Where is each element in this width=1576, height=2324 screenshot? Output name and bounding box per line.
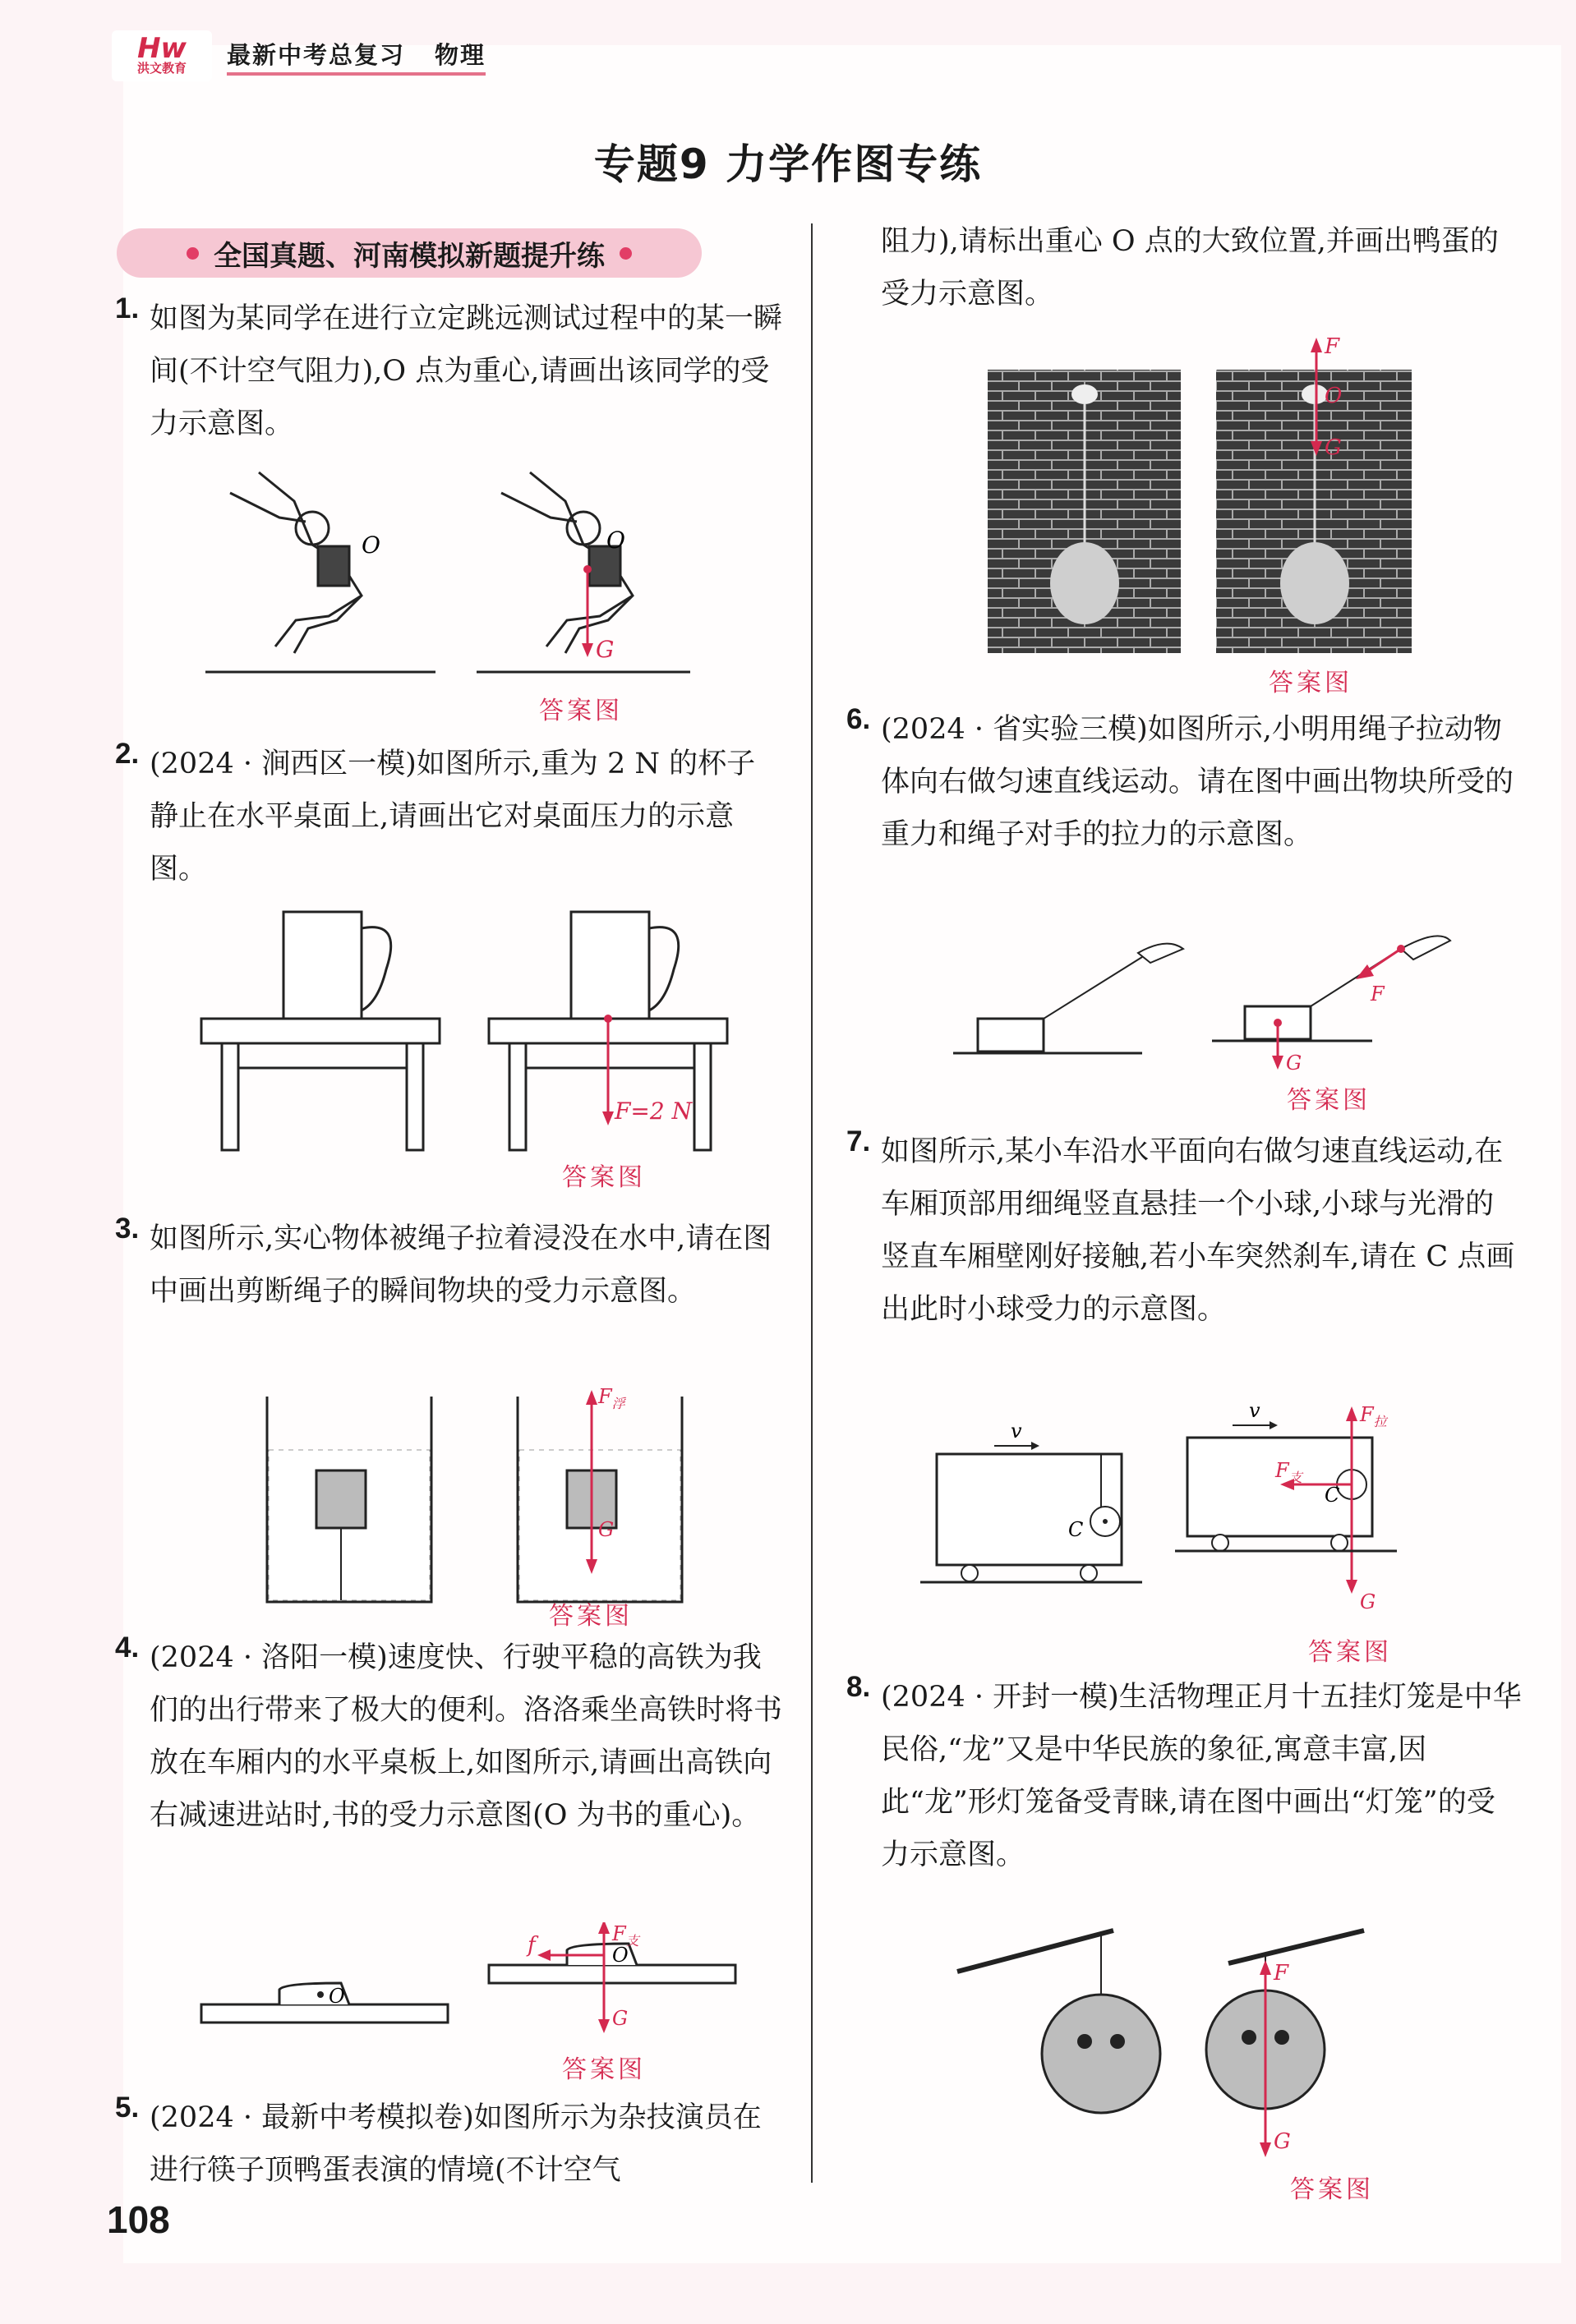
wheel — [961, 1565, 978, 1581]
answer-caption: 答案图 — [1269, 669, 1353, 697]
dragon-lantern — [1042, 1995, 1160, 2113]
label-F-tension — [1359, 1403, 1389, 1429]
question-1 — [115, 292, 783, 450]
series-name: 最新中考总复习 — [227, 40, 406, 69]
label-F-support-main: F — [1275, 1459, 1289, 1482]
label-F-support-sub: 支 — [625, 1933, 639, 1949]
pole — [957, 1931, 1113, 1972]
question-number: 2. — [115, 738, 140, 770]
question-number: 8. — [846, 1671, 871, 1703]
question-text: 如图为某同学在进行立定跳远测试过程中的某一瞬间(不计空气阻力),O 点为重心,请画出该同学的受力示意图。 — [150, 302, 783, 440]
arrowhead-icon — [598, 2019, 610, 2033]
label-F-support-main: F — [612, 1922, 626, 1945]
figure-acrobat-egg — [986, 333, 1446, 661]
banner-dot-icon — [620, 247, 632, 260]
subject-name: 物理 — [435, 40, 486, 69]
label-F-buoyancy — [597, 1385, 627, 1411]
cup-body — [283, 912, 362, 1019]
performer-face — [1050, 542, 1119, 624]
wheel — [1081, 1565, 1097, 1581]
label-G: G — [1360, 1590, 1376, 1613]
question-text: (2024 · 洛阳一模)速度快、行驶平稳的高铁为我们的出行带来了极大的便利。洛洛乘坐高铁时将书放在车厢内的水平桌板上,如图所示,请画出高铁向右减速进站时,书的受力示意图(O 为书的重心)。 — [150, 1641, 783, 1832]
arrowhead-icon — [598, 1922, 610, 1934]
arrowhead-icon — [586, 1390, 597, 1405]
lantern-eye — [1274, 2030, 1289, 2045]
table-board — [201, 2004, 448, 2023]
label-F-tension-sub: 拉 — [1373, 1414, 1387, 1429]
answer-caption: 答案图 — [1308, 1638, 1392, 1667]
table-leg — [407, 1043, 423, 1150]
performer-face — [1280, 542, 1349, 624]
question-number: 7. — [846, 1125, 871, 1157]
center-point — [317, 1991, 324, 1998]
question-number: 6. — [846, 703, 871, 735]
logo-mark: Hw — [137, 32, 187, 65]
label-O: O — [612, 1944, 629, 1967]
label-O: O — [1325, 384, 1343, 408]
question-number: 3. — [115, 1213, 140, 1245]
question-number: 4. — [115, 1631, 140, 1664]
label-G: G — [612, 2007, 629, 2030]
label-v: v — [1011, 1420, 1022, 1443]
label-C: C — [1325, 1484, 1340, 1507]
figure-water-block — [263, 1372, 723, 1610]
question-5 — [115, 2092, 782, 2197]
question-text: (2024 · 省实验三模)如图所示,小明用绳子拉动物体向右做匀速直线运动。请在图中画出物块所受的重力和绳子对手的拉力的示意图。 — [881, 713, 1514, 851]
label-F-buoyancy-sub: 浮 — [611, 1396, 625, 1411]
label-f: f — [528, 1933, 536, 1958]
label-F: F — [1371, 983, 1385, 1006]
label-F-tension-main: F — [1360, 1403, 1374, 1426]
arrowhead-icon — [1260, 2142, 1271, 2157]
label-C: C — [1068, 1518, 1084, 1541]
wheel — [1331, 1535, 1348, 1551]
section-banner — [117, 228, 702, 278]
arrowhead-icon — [1346, 1580, 1357, 1594]
label-F: F — [1274, 1961, 1289, 1986]
lantern-eye — [1110, 2034, 1125, 2049]
page-number: 108 — [107, 2198, 170, 2241]
header-title — [227, 37, 486, 76]
answer-caption: 答案图 — [539, 697, 623, 725]
arrowhead-icon — [1260, 1960, 1271, 1975]
pole — [1228, 1931, 1364, 1963]
question-text: 如图所示,实心物体被绳子拉着浸没在水中,请在图中画出剪断绳子的瞬间物块的受力示意图。 — [150, 1222, 772, 1308]
logo-text: 洪文教育 — [136, 61, 187, 76]
label-F-support-sub: 支 — [1288, 1470, 1302, 1485]
arrowhead-icon — [1031, 1442, 1039, 1450]
question-4 — [115, 1631, 783, 1842]
block — [978, 1019, 1044, 1052]
question-text: (2024 · 涧西区一模)如图所示,重为 2 N 的杯子静止在水平桌面上,请画出它对桌面压力的示意图。 — [150, 748, 756, 886]
question-7 — [846, 1125, 1522, 1336]
arrowhead-icon — [1311, 338, 1322, 352]
cart-body — [937, 1454, 1122, 1565]
table-leg — [694, 1043, 711, 1150]
table-board — [489, 1965, 735, 1983]
cup-handle — [649, 927, 679, 1010]
arrowhead-icon — [602, 1111, 614, 1125]
label-F-buoyancy-main: F — [598, 1385, 612, 1408]
label-G: G — [596, 636, 615, 663]
publisher-logo — [112, 30, 212, 81]
question-6 — [846, 703, 1522, 861]
table-leg — [509, 1043, 526, 1150]
label-G: G — [1274, 2129, 1291, 2154]
rope — [1044, 957, 1142, 1019]
question-3 — [115, 1213, 782, 1318]
page-title: 专题9 力学作图专练 — [593, 140, 983, 188]
answer-caption: 答案图 — [549, 1602, 633, 1631]
question-2 — [115, 738, 782, 895]
label-F2N: F=2 N — [615, 1098, 693, 1125]
arrowhead-icon — [1270, 1421, 1278, 1429]
table-leg — [222, 1043, 238, 1150]
label-F: F — [1325, 334, 1340, 359]
banner-dot-icon — [187, 247, 199, 260]
question-text: (2024 · 开封一模)生活物理正月十五挂灯笼是中华民俗,“龙”又是中华民族的象征,寓意丰富,因此“龙”形灯笼备受青睐,请在图中画出“灯笼”的受力示意图。 — [881, 1681, 1522, 1871]
label-v: v — [1249, 1399, 1260, 1422]
label-G: G — [1325, 435, 1342, 460]
egg — [1071, 384, 1098, 404]
answer-caption: 答案图 — [562, 2055, 646, 2084]
question-number: 1. — [115, 292, 140, 324]
ball-center — [1103, 1519, 1108, 1524]
label-O: O — [329, 1985, 345, 2008]
label-F-support — [611, 1922, 641, 1949]
question-number: 5. — [115, 2092, 140, 2124]
jumper-figure — [230, 472, 362, 653]
answer-caption: 答案图 — [562, 1163, 646, 1192]
lantern-eye — [1242, 2030, 1256, 2045]
question-text: (2024 · 最新中考模拟卷)如图所示为杂技演员在进行筷子顶鸭蛋表演的情境(不计空气 — [150, 2101, 762, 2187]
figure-lantern — [945, 1914, 1405, 2169]
hand-icon — [1401, 936, 1450, 960]
label-G: G — [598, 1518, 615, 1541]
figure-rope-pull — [945, 912, 1471, 1076]
figure-long-jump — [197, 456, 707, 686]
answer-caption: 答案图 — [1287, 1086, 1371, 1115]
hand-icon — [1138, 944, 1183, 963]
figure-train-book — [197, 1922, 756, 2087]
answer-caption: 答案图 — [1290, 2175, 1374, 2204]
lantern-eye — [1077, 2034, 1092, 2049]
cup-handle — [362, 927, 391, 1010]
question-8 — [846, 1671, 1522, 1881]
arrowhead-icon — [1272, 1056, 1283, 1070]
block — [316, 1470, 366, 1528]
arrowhead-icon — [582, 643, 593, 657]
section-title: 全国真题、河南模拟新题提升练 — [214, 239, 605, 273]
figure-cup-table — [197, 904, 756, 1167]
column-divider — [811, 223, 813, 2183]
jumper-figure-answer — [501, 472, 633, 653]
question-text: 如图所示,某小车沿水平面向右做匀速直线运动,在车厢顶部用细绳竖直悬挂一个小球,小球与光滑的竖直车厢壁刚好接触,若小车突然刹车,请在 C 点画出此时小球受力的示意图。 — [881, 1135, 1515, 1326]
arrowhead-icon — [537, 1949, 551, 1961]
label-O: O — [606, 527, 625, 554]
figure-cart-ball — [904, 1388, 1495, 1635]
wheel — [1212, 1535, 1228, 1551]
page-header — [112, 31, 486, 81]
arrowhead-icon — [1346, 1406, 1357, 1421]
label-O: O — [362, 532, 380, 559]
cup-body — [571, 912, 649, 1019]
question-text: 阻力),请标出重心 O 点的大致位置,并画出鸭蛋的受力示意图。 — [881, 225, 1499, 311]
question-5-cont — [881, 215, 1522, 320]
table-top — [201, 1019, 440, 1043]
arrowhead-icon — [1356, 964, 1374, 979]
label-G: G — [1286, 1052, 1302, 1075]
